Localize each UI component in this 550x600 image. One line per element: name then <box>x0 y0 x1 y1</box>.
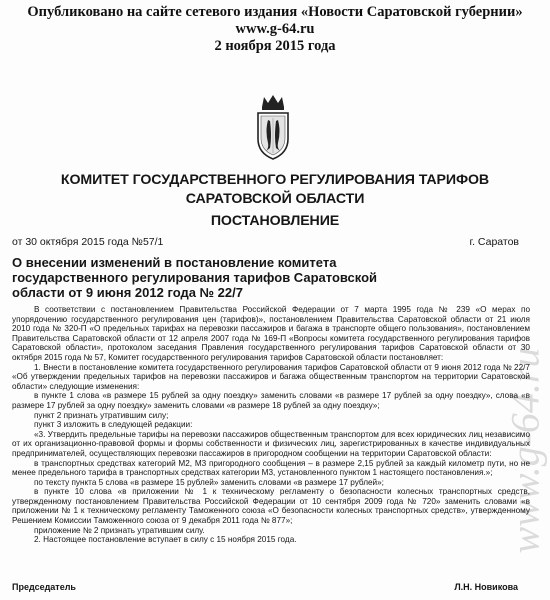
publication-notice: Опубликовано на сайте сетевого издания «Новости Саратовской губернии» <box>27 4 523 20</box>
paragraph: 2. Настоящее постановление вступает в силу с 15 ноября 2015 года. <box>34 535 297 545</box>
committee-name-line2: САРАТОВСКОЙ ОБЛАСТИ <box>185 191 365 207</box>
paragraph: в транспортных средствах категорий М2, М3 пригородного сообщения – в размере 2,15 рублей за каждый километр пути, но не менее предельного тарифа в транспортных средствах категории М3, установленного пунктом 1 настоящего постановления.»; <box>12 458 530 478</box>
coat-of-arms-icon <box>254 93 292 163</box>
paragraph: В соответствии с постановлением Правительства Российской Федерации от 7 марта 1995 года № 239 «О мерах по упорядочению государственного регулирования цен (тарифов)», постановлением Правительства Саратовской области от 21 июля 2010 года № 320-П «О предельных тарифах на перевозки пассажиров и багажа в транспорте общего пользования», постановлением Правительства Саратовской области от 12 апреля 2007 года № 169-П «Вопросы комитета государственного регулирования тарифов Саратовской области», протоколом заседания Правления государственного регулирования тарифов Саратовской области от 30 октября 2015 года № 57, Комитет государственного регулирования тарифов Саратовской области постановляет: <box>12 305 530 362</box>
site-watermark <box>500 300 550 600</box>
document-date-number: от 30 октября 2015 года №57/1 <box>12 236 164 248</box>
document-body <box>12 305 530 545</box>
paragraph: в пункте 1 слова «в размере 15 рублей за одну поездку» заменить словами «в размере 17 рублей за одну поездку», слова «в размере 17 рублей за одну поездку» заменить словами «в размере 18 рублей за одну поездку»; <box>12 391 530 410</box>
document-type: ПОСТАНОВЛЕНИЕ <box>210 213 340 229</box>
document-city: г. Саратов <box>469 236 519 248</box>
paragraph: пункт 2 признать утратившим силу; <box>34 410 169 420</box>
signatory-role: Председатель <box>12 582 76 592</box>
paragraph: 1. Внести в постановление комитета государственного регулирования тарифов Саратовской области от 9 июня 2012 года № 22/7 «Об утверждении предельных тарифов на перевозки пассажиров и багажа общественным транспортом на территории Саратовской области» следующие изменения: <box>12 362 530 391</box>
paragraph: в пункте 10 слова «в приложении № 1 к техническому регламенту о безопасности колесных транспортных средств, утвержденному постановлением Правительства Российской Федерации от 10 сентября 2009 года № 720» заменить словами «в приложении № 1 к техническому регламенту Таможенного союза «О безопасности колесных транспортных средств», утвержденному Решением Комиссии Таможенного союза от 9 декабря 2011 года № 877»; <box>12 487 530 526</box>
signatory-name: Л.Н. Новикова <box>454 582 518 592</box>
paragraph: пункт 3 изложить в следующей редакции: <box>34 420 193 430</box>
publication-website: www.g-64.ru <box>235 21 315 37</box>
document-subject: О внесении изменений в постановление комитета государственного регулирования тарифов Саратовской области от 9 июня 2012 года № 22/7 <box>12 255 378 300</box>
committee-name-line1: КОМИТЕТ ГОСУДАРСТВЕННОГО РЕГУЛИРОВАНИЯ ТАРИФОВ <box>60 172 490 188</box>
paragraph: приложение № 2 признать утратившим силу. <box>34 525 205 535</box>
paragraph: по тексту пункта 5 слова «в размере 15 рублей» заменить словами «в размере 17 рублей»; <box>34 477 384 487</box>
paragraph: «3. Утвердить предельные тарифы на перевозки пассажиров общественным транспортом для всех юридических лиц независимо от их организационно-правовой формы и формы собственности и физических лиц, зарегистрированных в качестве индивидуальных предпринимателей, осуществляющих перевозки пассажиров в пригородном сообщении на территории Саратовской области: <box>12 429 530 458</box>
watermark-text: www.g-64.ru <box>502 347 548 553</box>
publication-date: 2 ноября 2015 года <box>214 38 336 54</box>
